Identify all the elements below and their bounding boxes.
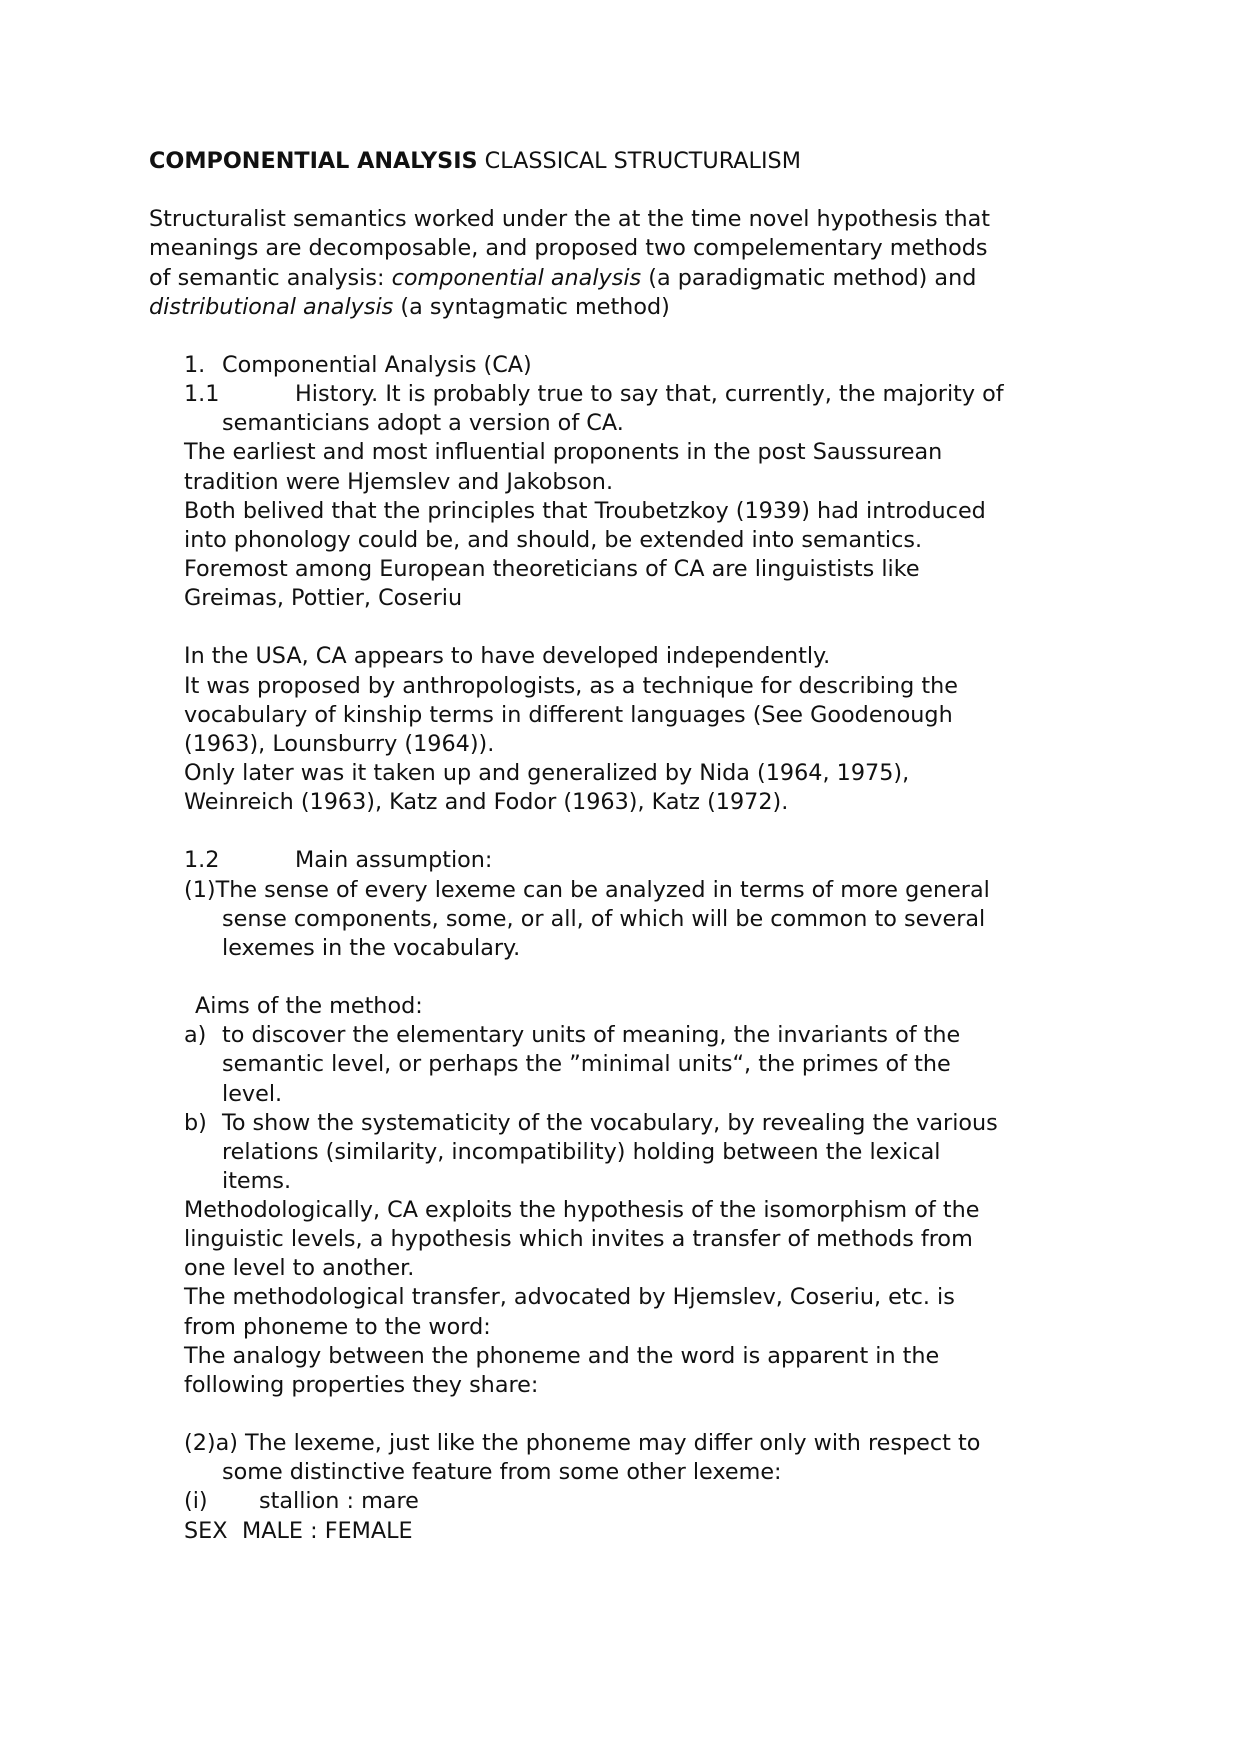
heading-subtitle: CLASSICAL STRUCTURALISM bbox=[477, 148, 801, 174]
text-line: from phoneme to the word: bbox=[184, 1313, 491, 1340]
text-line: The analogy between the phoneme and the word is apparent in the bbox=[184, 1342, 940, 1369]
section-number: 1. bbox=[184, 351, 206, 378]
section-number: 1.2 bbox=[184, 847, 220, 874]
text-line: Only later was it taken up and generalized by Nida (1964, 1975), bbox=[184, 759, 910, 786]
section-heading-1 bbox=[184, 351, 1240, 380]
text-line: (1)The sense of every lexeme can be analyzed in terms of more general bbox=[184, 876, 990, 903]
aims-heading: Aims of the method: bbox=[195, 993, 423, 1020]
feature-row bbox=[184, 1517, 1240, 1546]
subsection-1-1 bbox=[184, 380, 1240, 409]
text-line: (1963), Lounsburry (1964)). bbox=[184, 730, 495, 757]
list-marker: b) bbox=[184, 1109, 207, 1136]
text: (a paradigmatic method) and bbox=[641, 264, 977, 291]
section-title: Componential Analysis (CA) bbox=[222, 351, 532, 378]
text-line: one level to another. bbox=[184, 1255, 415, 1282]
text-line: lexemes in the vocabulary. bbox=[222, 934, 521, 961]
text-line: The methodological transfer, advocated by Hjemslev, Coseriu, etc. is bbox=[184, 1284, 955, 1311]
italic-term: distributional analysis bbox=[149, 293, 394, 320]
text-line: Foremost among European theoreticians of CA are linguistists like bbox=[184, 555, 920, 582]
text-line: linguistic levels, a hypothesis which invites a transfer of methods from bbox=[184, 1226, 973, 1253]
italic-term: componential analysis bbox=[391, 264, 642, 291]
feature-label: SEX bbox=[184, 1517, 228, 1544]
text-line: (2)a) The lexeme, just like the phoneme may differ only with respect to bbox=[184, 1430, 981, 1457]
example-i bbox=[184, 1487, 1240, 1516]
section-number: 1.1 bbox=[184, 381, 220, 408]
text-line: sense components, some, or all, of which will be common to several bbox=[222, 905, 986, 932]
intro-line bbox=[149, 293, 1240, 322]
text-line: level. bbox=[222, 1080, 283, 1107]
text-line: Weinreich (1963), Katz and Fodor (1963), Katz (1972). bbox=[184, 789, 789, 816]
text-line: tradition were Hjemslev and Jakobson. bbox=[184, 468, 614, 495]
text-line: relations (similarity, incompatibility) holding between the lexical bbox=[222, 1138, 941, 1165]
text-line: into phonology could be, and should, be extended into semantics. bbox=[184, 526, 923, 553]
text-line: vocabulary of kinship terms in different languages (See Goodenough bbox=[184, 701, 953, 728]
text: to discover the elementary units of meaning, the invariants of the bbox=[222, 1022, 961, 1049]
text-line: semantic level, or perhaps the ”minimal units“, the primes of the bbox=[222, 1051, 951, 1078]
intro-line bbox=[149, 264, 1240, 293]
text: To show the systematicity of the vocabulary, by revealing the various bbox=[222, 1109, 998, 1136]
document-page bbox=[0, 147, 1240, 1546]
intro-line: Structuralist semantics worked under the at the time novel hypothesis that bbox=[149, 206, 991, 233]
text-line: It was proposed by anthropologists, as a technique for describing the bbox=[184, 672, 958, 699]
feature-values: MALE : FEMALE bbox=[242, 1517, 413, 1544]
text-line: semanticians adopt a version of CA. bbox=[222, 410, 624, 437]
heading-bold: COMPONENTIAL ANALYSIS bbox=[149, 148, 478, 174]
example-number: (i) bbox=[184, 1488, 208, 1515]
text-line: items. bbox=[222, 1167, 292, 1194]
text-line: Greimas, Pottier, Coseriu bbox=[184, 585, 463, 612]
text: History. It is probably true to say that, currently, the majority of bbox=[295, 381, 1004, 408]
section-title: Main assumption: bbox=[295, 847, 493, 874]
subsection-1-2 bbox=[184, 846, 1240, 875]
aim-b bbox=[184, 1109, 1240, 1138]
text: (a syntagmatic method) bbox=[393, 293, 670, 320]
text-line: some distinctive feature from some other lexeme: bbox=[222, 1459, 782, 1486]
example-text: stallion : mare bbox=[259, 1488, 419, 1515]
text-line: The earliest and most influential proponents in the post Saussurean bbox=[184, 439, 943, 466]
aim-a bbox=[184, 1021, 1240, 1050]
text-line: In the USA, CA appears to have developed independently. bbox=[184, 643, 831, 670]
text-line: Methodologically, CA exploits the hypothesis of the isomorphism of the bbox=[184, 1197, 980, 1224]
text-line: Both belived that the principles that Troubetzkoy (1939) had introduced bbox=[184, 497, 986, 524]
text-line: following properties they share: bbox=[184, 1371, 539, 1398]
document-heading bbox=[149, 147, 1240, 176]
intro-line: meanings are decomposable, and proposed two compelementary methods bbox=[149, 235, 988, 262]
text: of semantic analysis: bbox=[149, 264, 392, 291]
list-marker: a) bbox=[184, 1022, 207, 1049]
